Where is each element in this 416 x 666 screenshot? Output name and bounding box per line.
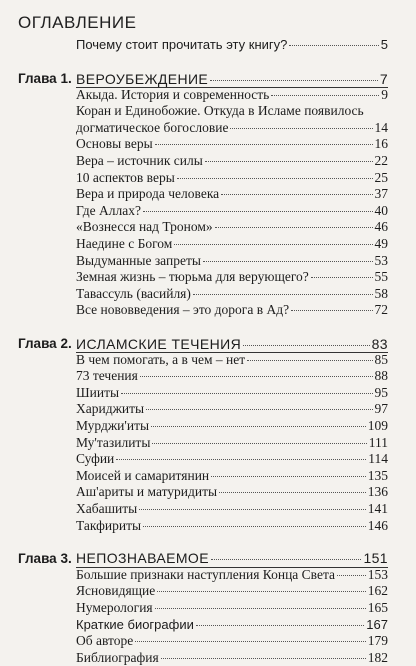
toc-entry — [76, 435, 388, 452]
chapter-title: НЕПОЗНАВАЕМОЕ — [76, 550, 209, 567]
entry-title: Библиография — [76, 649, 159, 665]
entry-title: 73 течения — [76, 368, 138, 384]
entry-page: 14 — [374, 119, 388, 135]
leader-dots — [174, 244, 372, 245]
entry-title: Наедине с Богом — [76, 236, 173, 251]
entry-title: Вера и природа человека — [76, 186, 220, 202]
entry-page: 37 — [374, 186, 388, 202]
entry-title: Хариджиты — [76, 401, 145, 417]
entry-title-line1: Коран и Единобожие. Откуда в Исламе появилось — [76, 103, 364, 119]
entry-title: Основы веры — [76, 136, 153, 152]
toc-entry — [76, 236, 388, 253]
entry-title: Акыда. История и современность — [76, 86, 270, 102]
entry-title: Ясновидящие — [76, 583, 156, 599]
entry-page: 55 — [374, 269, 388, 285]
entry-title: В чем помогать, а в чем – нет — [76, 351, 246, 367]
entry-title: «Вознесся над Троном» — [76, 219, 213, 235]
leader-dots — [116, 459, 366, 460]
leader-dots — [155, 144, 373, 145]
leader-dots — [139, 509, 366, 510]
entry-page: 95 — [374, 384, 388, 400]
entry-page: 151 — [363, 550, 388, 567]
toc-entry — [76, 286, 388, 303]
chapter-title: ВЕРОУБЕЖДЕНИЕ — [76, 71, 209, 87]
toc-entry — [76, 87, 388, 104]
toc-entry — [76, 302, 388, 319]
toc-entry — [76, 418, 388, 435]
entry-page: 53 — [374, 252, 388, 268]
toc-entry — [76, 269, 388, 286]
entry-title: Почему стоит прочитать эту книгу? — [76, 37, 288, 52]
entry-page: 9 — [381, 86, 388, 102]
toc-entry — [76, 468, 388, 485]
toc-entry — [76, 368, 388, 385]
entry-title: Все нововведения – это дорога в Ад? — [76, 302, 290, 318]
leader-dots — [219, 492, 366, 493]
leader-dots — [243, 345, 370, 346]
leader-dots — [177, 178, 373, 179]
entry-title: Вера – источник силы — [76, 153, 203, 168]
entry-page: 141 — [367, 501, 388, 516]
chapter-2-label: Глава 2. — [18, 336, 72, 351]
toc-entry — [76, 219, 388, 236]
entry-page: 88 — [374, 368, 388, 384]
chapter-1-title-row — [76, 70, 388, 88]
entry-title: Краткие биографии — [76, 616, 194, 632]
leader-dots — [151, 426, 366, 427]
leader-dots — [140, 376, 373, 377]
entry-page: 153 — [367, 566, 388, 582]
toc-entry — [76, 103, 388, 136]
leader-dots — [221, 194, 372, 195]
chapter-1-label: Глава 1. — [18, 71, 72, 86]
toc-entry — [76, 352, 388, 369]
entry-page: 114 — [368, 451, 388, 467]
leader-dots — [161, 658, 366, 659]
toc-entry-intro — [76, 36, 388, 54]
entry-page: 97 — [374, 401, 388, 417]
entry-page: 162 — [367, 583, 388, 599]
entry-page: 146 — [367, 517, 388, 533]
leader-dots — [152, 443, 366, 444]
leader-dots — [289, 45, 378, 46]
entry-page: 167 — [366, 616, 388, 632]
leader-dots — [143, 526, 366, 527]
entry-title: 10 аспектов веры — [76, 169, 175, 185]
toc-entry — [76, 650, 388, 666]
leader-dots — [230, 128, 372, 129]
entry-title: Аш'ариты и матуридиты — [76, 484, 218, 500]
leader-dots — [193, 294, 373, 295]
toc-entry — [76, 501, 388, 518]
entry-title: Выдуманные запреты — [76, 252, 201, 268]
leader-dots — [146, 409, 372, 410]
toc-entry — [76, 253, 388, 270]
entry-page: 179 — [367, 633, 388, 649]
entry-title: Суфии — [76, 451, 115, 467]
toc-entry — [76, 484, 388, 501]
leader-dots — [203, 261, 373, 262]
entry-page: 49 — [374, 236, 388, 251]
leader-dots — [247, 360, 372, 361]
entry-page: 25 — [374, 169, 388, 185]
entry-title: Шииты — [76, 384, 120, 400]
leader-dots — [205, 161, 373, 162]
entry-page: 46 — [374, 219, 388, 235]
leader-dots — [210, 80, 378, 81]
toc-entry — [76, 401, 388, 418]
leader-dots — [215, 227, 373, 228]
entry-title: Моисей и самаритянин — [76, 467, 210, 483]
chapter-2-title-row — [76, 335, 388, 353]
toc-entry — [76, 518, 388, 535]
entry-title: Мурджи'иты — [76, 418, 150, 433]
toc-entry — [76, 153, 388, 170]
entry-title: Об авторе — [76, 633, 134, 649]
entry-page: 7 — [379, 71, 388, 87]
toc-entry — [76, 385, 388, 402]
entry-title: Земная жизнь – тюрьма для верующего? — [76, 269, 309, 285]
leader-dots — [143, 211, 373, 212]
toc-entry — [76, 186, 388, 203]
leader-dots — [121, 393, 372, 394]
entry-page: 58 — [374, 285, 388, 301]
entry-page: 111 — [368, 434, 388, 450]
entry-page: 182 — [367, 649, 388, 665]
entry-title: Хабашиты — [76, 501, 138, 516]
toc-entry — [76, 451, 388, 468]
entry-page: 16 — [374, 136, 388, 152]
leader-dots — [311, 277, 373, 278]
entry-title: Му'тазилиты — [76, 434, 151, 450]
leader-dots — [291, 310, 372, 311]
toc-entry — [76, 203, 388, 220]
entry-title: Большие признаки наступления Конца Света — [76, 566, 336, 582]
entry-title-line2: догматическое богословие — [76, 119, 229, 135]
entry-page: 165 — [367, 600, 388, 615]
entry-page: 135 — [367, 467, 388, 483]
entry-page: 83 — [371, 336, 388, 352]
entry-page: 22 — [374, 153, 388, 168]
entry-title: Такфириты — [76, 517, 142, 533]
toc-entry — [76, 170, 388, 187]
entry-page: 109 — [367, 418, 388, 433]
toc-entry — [76, 136, 388, 153]
leader-dots — [211, 476, 366, 477]
entry-page: 136 — [367, 484, 388, 500]
entry-page: 5 — [380, 37, 388, 52]
entry-title: Нумерология — [76, 600, 153, 615]
entry-title: Тавассуль (васийля) — [76, 285, 191, 301]
entry-title: Где Аллах? — [76, 202, 141, 218]
chapter-title: ИСЛАМСКИЕ ТЕЧЕНИЯ — [76, 336, 242, 352]
entry-page: 40 — [374, 202, 388, 218]
entry-page: 72 — [374, 302, 388, 318]
leader-dots — [271, 95, 379, 96]
page-title: ОГЛАВЛЕНИЕ — [18, 13, 137, 32]
entry-page: 85 — [374, 351, 388, 367]
chapter-3-label: Глава 3. — [18, 551, 72, 567]
